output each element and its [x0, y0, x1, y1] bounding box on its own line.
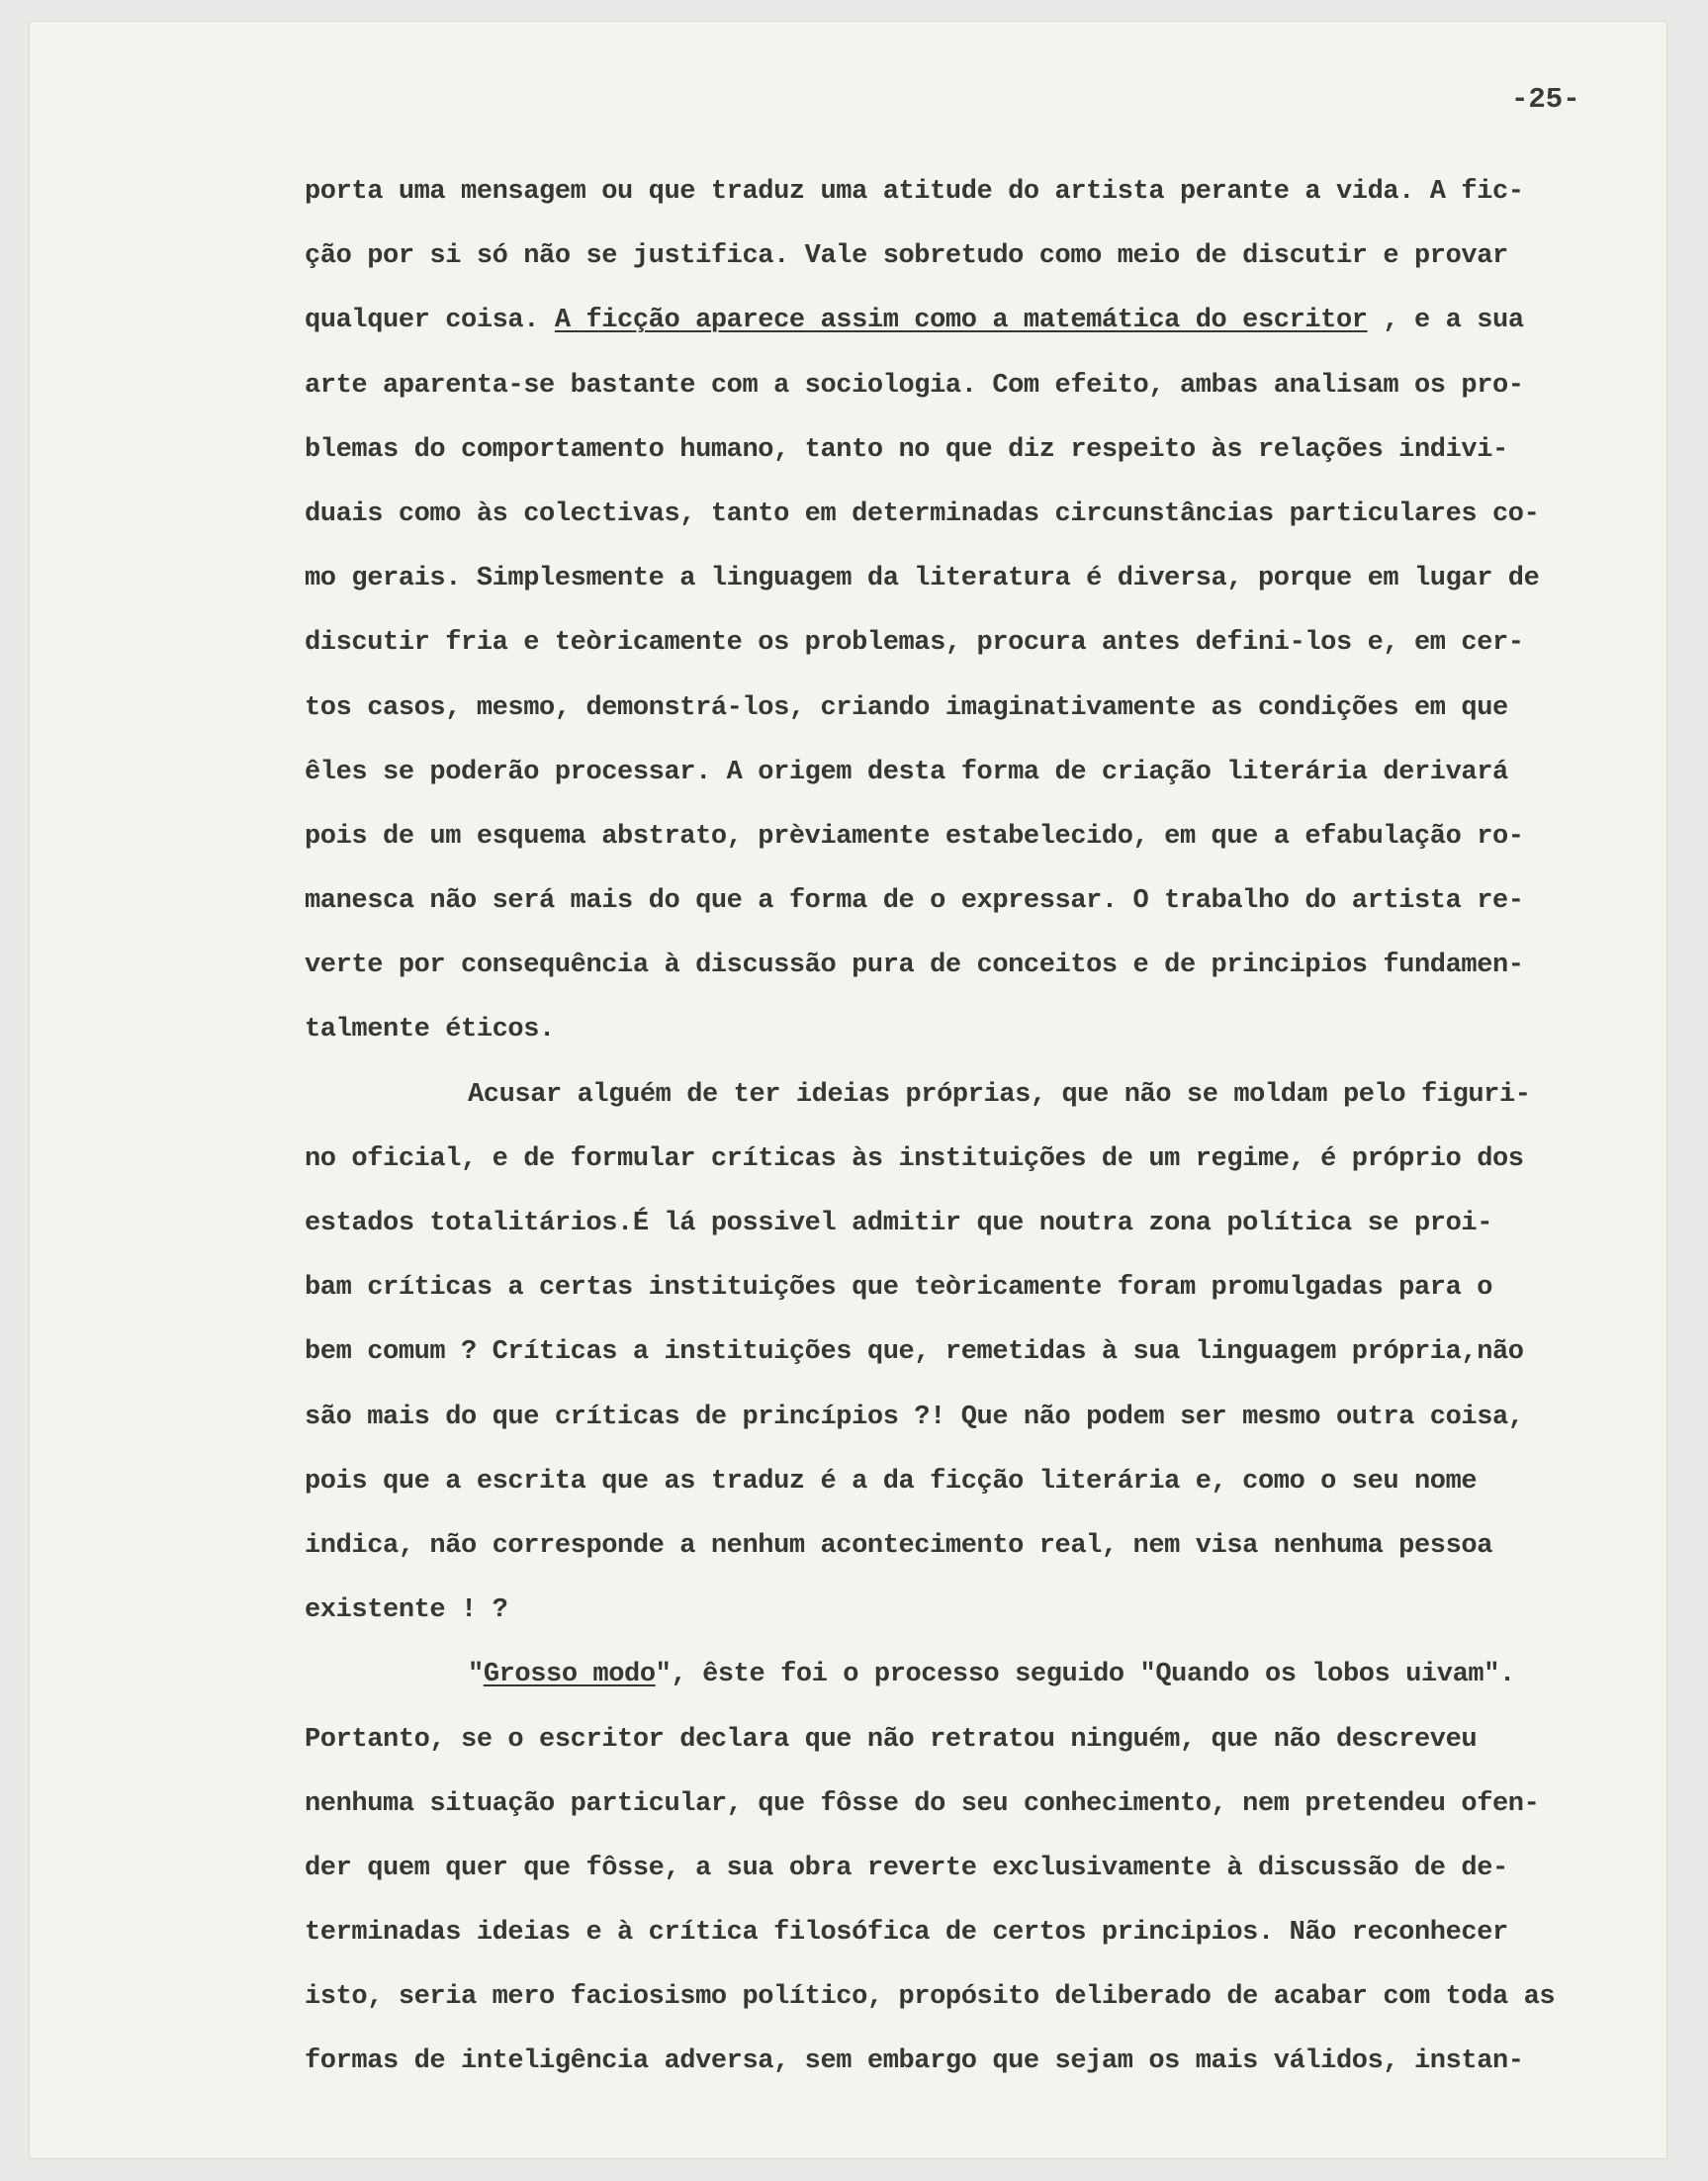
text-line: [305, 1772, 1650, 1837]
text-segment: duais como às colectivas, tanto em determinadas circunstâncias particulares co-: [305, 499, 1540, 529]
text-segment: indica, não corresponde a nenhum acontecimento real, nem visa nenhuma pessoa: [305, 1530, 1493, 1561]
text-segment: formas de inteligência adversa, sem embargo que sejam os mais válidos, instan-: [305, 2046, 1524, 2077]
text-segment: manesca não será mais do que a forma de o expressar. O trabalho do artista re-: [305, 886, 1524, 917]
text-line: [305, 2030, 1650, 2094]
text-segment: , e a sua: [1367, 306, 1524, 336]
text-segment: ", êste foi o processo seguido "Quando os lobos uivam".: [655, 1660, 1515, 1690]
text-segment: existente ! ?: [305, 1595, 508, 1626]
text-line: [305, 1965, 1650, 2030]
text-segment: no oficial, e de formular críticas às instituições de um regime, é próprio dos: [305, 1143, 1524, 1174]
text-line: [305, 483, 1650, 547]
text-line: [305, 998, 1650, 1062]
text-line: [305, 934, 1650, 998]
text-segment: êles se poderão processar. A origem desta forma de criação literária derivará: [305, 757, 1508, 787]
text-line: [305, 1320, 1650, 1385]
text-segment: Acusar alguém de ter ideias próprias, que não se moldam pelo figuri-: [468, 1079, 1531, 1110]
text-line: [305, 289, 1650, 353]
text-segment: talmente éticos.: [305, 1015, 555, 1045]
text-line: [305, 1579, 1650, 1643]
text-line: [305, 1837, 1650, 1901]
text-line: [305, 225, 1650, 289]
text-segment: pois que a escrita que as traduz é a da ficção literária e, como o seu nome: [305, 1466, 1478, 1497]
text-line: [305, 1063, 1650, 1128]
text-line: [305, 160, 1650, 225]
text-line: [305, 1450, 1650, 1514]
text-line: [305, 1643, 1650, 1707]
text-segment: ": [468, 1660, 484, 1690]
text-line: [305, 677, 1650, 741]
text-line: [305, 869, 1650, 934]
text-segment: terminadas ideias e à crítica filosófica de certos principios. Não reconhecer: [305, 1918, 1508, 1949]
text-segment: estados totalitários.É lá possivel admitir que noutra zona política se proi-: [305, 1209, 1493, 1238]
text-segment: porta uma mensagem ou que traduz uma atitude do artista perante a vida. A fic-: [305, 177, 1524, 207]
text-line: [305, 1514, 1650, 1579]
text-segment: são mais do que críticas de princípios ?! Que não podem ser mesmo outra coisa,: [305, 1402, 1524, 1432]
text-segment: der quem quer que fôsse, a sua obra reverte exclusivamente à discussão de de-: [305, 1853, 1508, 1883]
text-line: [305, 1386, 1650, 1450]
text-line: [305, 547, 1650, 611]
body-text: [305, 160, 1650, 2095]
text-line: [305, 1128, 1650, 1192]
underlined-text: A ficção aparece assim como a matemática do escritor: [554, 306, 1368, 336]
text-segment: isto, seria mero faciosismo político, propósito deliberado de acabar com toda as: [305, 1982, 1556, 2013]
text-segment: bam críticas a certas instituições que teòricamente foram promulgadas para o: [305, 1273, 1493, 1304]
text-line: [305, 354, 1650, 418]
text-line: [305, 1708, 1650, 1772]
text-segment: qualquer coisa.: [305, 306, 555, 336]
underlined-text: Grosso modo: [483, 1660, 656, 1690]
text-segment: bem comum ? Críticas a instituições que, remetidas à sua linguagem própria,não: [305, 1337, 1524, 1368]
text-segment: verte por consequência à discussão pura de conceitos e de principios fundamen-: [305, 951, 1524, 981]
text-segment: ção por si só não se justifica. Vale sobretudo como meio de discutir e provar: [305, 241, 1508, 272]
text-segment: pois de um esquema abstrato, prèviamente estabelecido, em que a efabulação ro-: [305, 821, 1524, 852]
text-line: [305, 1256, 1650, 1320]
text-segment: discutir fria e teòricamente os problemas, procura antes defini-los e, em cer-: [305, 628, 1524, 659]
text-line: [305, 741, 1650, 805]
text-line: [305, 418, 1650, 483]
typewritten-page: [30, 22, 1666, 2158]
text-segment: mo gerais. Simplesmente a linguagem da literatura é diversa, porque em lugar de: [305, 564, 1540, 594]
text-segment: arte aparenta-se bastante com a sociologia. Com efeito, ambas analisam os pro-: [305, 370, 1524, 401]
text-segment: Portanto, se o escritor declara que não retratou ninguém, que não descreveu: [305, 1724, 1478, 1755]
text-line: [305, 611, 1650, 676]
page-number: -25-: [1511, 83, 1580, 116]
text-line: [305, 805, 1650, 869]
text-segment: blemas do comportamento humano, tanto no que diz respeito às relações indivi-: [305, 434, 1508, 465]
text-line: [305, 1192, 1650, 1256]
text-segment: nenhuma situação particular, que fôsse do seu conhecimento, nem pretendeu ofen-: [305, 1788, 1540, 1819]
text-line: [305, 1901, 1650, 1965]
text-segment: tos casos, mesmo, demonstrá-los, criando imaginativamente as condições em que: [305, 692, 1508, 723]
